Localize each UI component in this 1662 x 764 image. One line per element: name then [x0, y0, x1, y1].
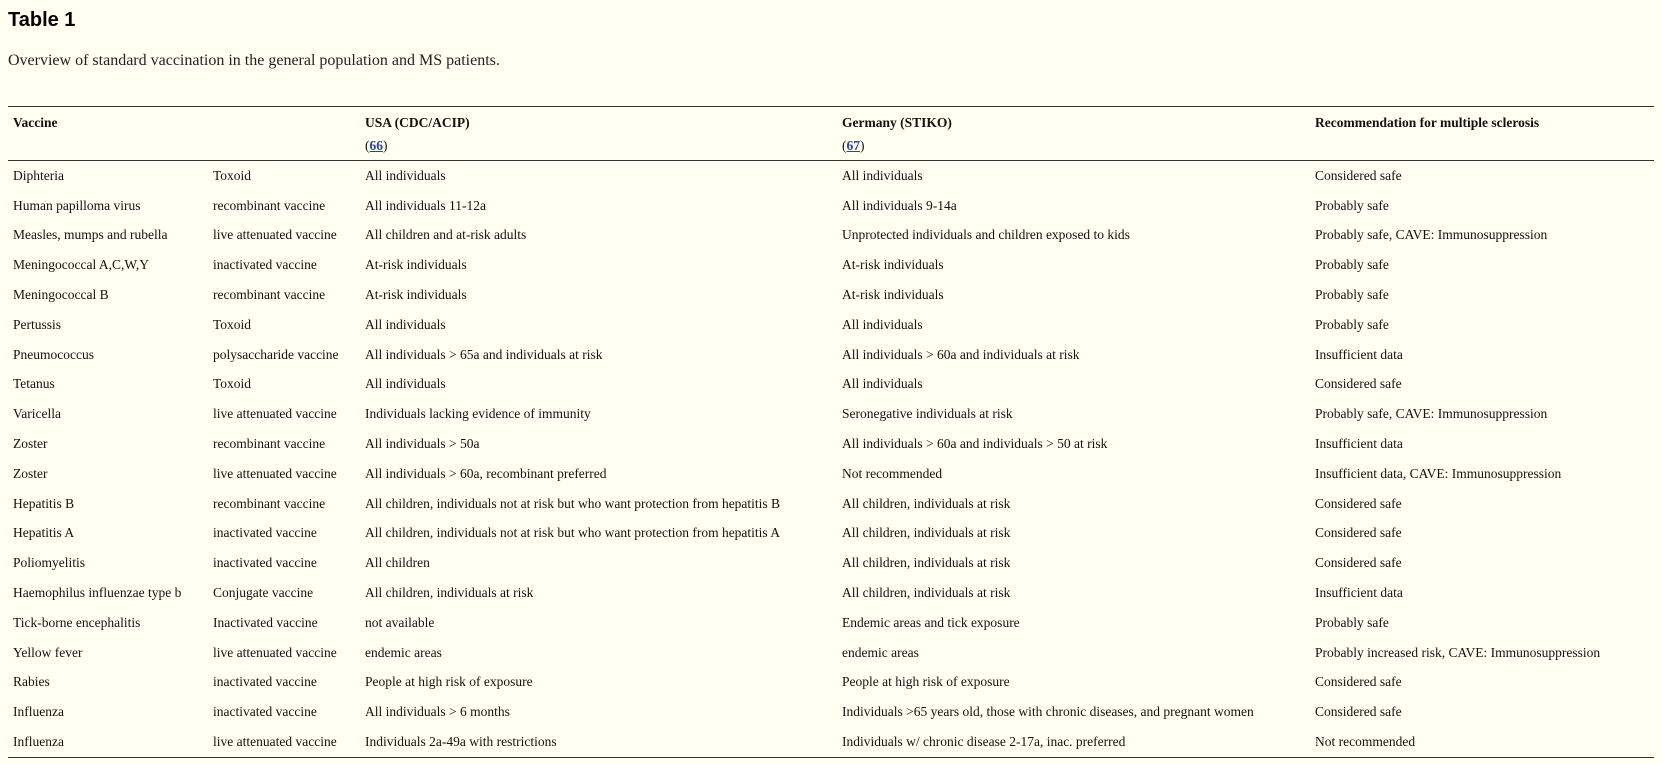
germany-recommendation-cell: endemic areas — [842, 644, 919, 660]
table-row — [8, 548, 1654, 578]
ms-recommendation-cell: Insufficient data, CAVE: Immunosuppression — [1315, 465, 1562, 481]
header-ms-recommendation — [1310, 107, 1654, 161]
vaccine-name-cell: Diphteria — [13, 167, 64, 183]
header-vaccine-label: Vaccine — [13, 115, 58, 130]
header-germany — [837, 107, 1310, 161]
ms-recommendation-cell: Insufficient data — [1315, 436, 1403, 452]
vaccine-type-cell: inactivated vaccine — [213, 674, 317, 690]
usa-recommendation-cell: Individuals lacking evidence of immunity — [365, 406, 591, 422]
vaccine-name-cell: Yellow fever — [13, 644, 83, 660]
vaccine-name-cell: Poliomyelitis — [13, 555, 86, 571]
vaccine-type-cell: Inactivated vaccine — [213, 614, 318, 630]
ms-recommendation-cell: Probably safe — [1315, 316, 1389, 332]
germany-recommendation-cell: Endemic areas and tick exposure — [842, 614, 1020, 630]
germany-recommendation-cell: All children, individuals at risk — [842, 555, 1011, 571]
vaccine-type-cell: recombinant vaccine — [213, 197, 326, 213]
vaccine-type-cell: Toxoid — [213, 316, 252, 332]
vaccine-type-cell: inactivated vaccine — [213, 704, 317, 720]
ms-recommendation-cell: Not recommended — [1315, 734, 1416, 750]
usa-recommendation-cell: All children and at-risk adults — [365, 227, 527, 243]
table-row — [8, 340, 1654, 370]
germany-recommendation-cell: All individuals > 60a and individuals at risk — [842, 346, 1080, 362]
header-usa — [360, 107, 837, 161]
usa-recommendation-cell: All children, individuals at risk — [365, 585, 534, 601]
ms-recommendation-cell: Considered safe — [1315, 495, 1402, 511]
usa-recommendation-cell: All children, individuals not at risk but who want protection from hepatitis A — [365, 525, 781, 541]
vaccine-type-cell: Toxoid — [213, 376, 252, 392]
vaccine-name-cell: Zoster — [13, 436, 48, 452]
table-row — [8, 578, 1654, 608]
vaccine-type-cell: live attenuated vaccine — [213, 734, 337, 750]
vaccine-type-cell: live attenuated vaccine — [213, 465, 337, 481]
ms-recommendation-cell: Considered safe — [1315, 555, 1402, 571]
vaccine-type-cell: polysaccharide vaccine — [213, 346, 339, 362]
table-row — [8, 221, 1654, 251]
germany-recommendation-cell: Unprotected individuals and children exposed to kids — [842, 227, 1130, 243]
header-usa-label: USA (CDC/ACIP) — [365, 115, 470, 130]
ref-open-paren: ( — [365, 138, 370, 153]
usa-recommendation-cell: All individuals > 65a and individuals at risk — [365, 346, 603, 362]
germany-recommendation-cell: People at high risk of exposure — [842, 674, 1010, 690]
ref-open-paren: ( — [842, 138, 847, 153]
vaccine-type-cell: recombinant vaccine — [213, 436, 326, 452]
germany-recommendation-cell: Seronegative individuals at risk — [842, 406, 1013, 422]
table-row — [8, 727, 1654, 757]
germany-recommendation-cell: All individuals > 60a and individuals > 50 at risk — [842, 436, 1108, 452]
table-row — [8, 668, 1654, 698]
ms-recommendation-cell: Probably safe — [1315, 197, 1389, 213]
germany-recommendation-cell: All children, individuals at risk — [842, 585, 1011, 601]
vaccine-type-cell: recombinant vaccine — [213, 287, 326, 303]
vaccine-name-cell: Varicella — [13, 406, 61, 422]
vaccine-type-cell: live attenuated vaccine — [213, 406, 337, 422]
table-row — [8, 399, 1654, 429]
ms-recommendation-cell: Probably safe — [1315, 287, 1389, 303]
germany-recommendation-cell: At-risk individuals — [842, 257, 944, 273]
table-row — [8, 459, 1654, 489]
usa-recommendation-cell: All individuals 11-12a — [365, 197, 486, 213]
vaccine-name-cell: Hepatitis B — [13, 495, 75, 511]
header-row — [8, 107, 1654, 161]
ms-recommendation-cell: Insufficient data — [1315, 346, 1403, 362]
header-germany-ref — [842, 138, 1305, 154]
header-vaccine — [8, 107, 360, 161]
ms-recommendation-cell: Probably increased risk, CAVE: Immunosuppression — [1315, 644, 1601, 660]
vaccine-name-cell: Pertussis — [13, 316, 62, 332]
table-row — [8, 191, 1654, 221]
vaccine-type-cell: live attenuated vaccine — [213, 644, 337, 660]
table-caption: Overview of standard vaccination in the general population and MS patients. — [8, 52, 500, 69]
germany-recommendation-cell: All individuals — [842, 376, 923, 392]
vaccine-name-cell: Tick-borne encephalitis — [13, 614, 141, 630]
usa-recommendation-cell: All children, individuals not at risk but who want protection from hepatitis B — [365, 495, 781, 511]
ms-recommendation-cell: Considered safe — [1315, 704, 1402, 720]
germany-recommendation-cell: Not recommended — [842, 465, 943, 481]
vaccine-type-cell: recombinant vaccine — [213, 495, 326, 511]
vaccine-type-cell: live attenuated vaccine — [213, 227, 337, 243]
table-row — [8, 250, 1654, 280]
vaccine-type-cell: Toxoid — [213, 167, 252, 183]
germany-recommendation-cell: All individuals 9-14a — [842, 197, 957, 213]
usa-recommendation-cell: All individuals — [365, 376, 446, 392]
germany-recommendation-cell: Individuals w/ chronic disease 2-17a, inac. preferred — [842, 734, 1126, 750]
table-row — [8, 310, 1654, 340]
ms-recommendation-cell: Insufficient data — [1315, 585, 1403, 601]
germany-recommendation-cell: All children, individuals at risk — [842, 525, 1011, 541]
table-body — [8, 161, 1654, 758]
germany-recommendation-cell: All children, individuals at risk — [842, 495, 1011, 511]
vaccine-name-cell: Influenza — [13, 734, 64, 750]
germany-recommendation-cell: At-risk individuals — [842, 287, 944, 303]
header-ms-label: Recommendation for multiple sclerosis — [1315, 115, 1540, 130]
ms-recommendation-cell: Probably safe — [1315, 614, 1389, 630]
ref-close-paren: ) — [383, 138, 388, 153]
vaccine-name-cell: Meningococcal A,C,W,Y — [13, 257, 149, 273]
ms-recommendation-cell: Considered safe — [1315, 674, 1402, 690]
table-row — [8, 519, 1654, 549]
reference-link-66[interactable]: 66 — [369, 138, 383, 153]
usa-recommendation-cell: People at high risk of exposure — [365, 674, 533, 690]
vaccine-name-cell: Rabies — [13, 674, 50, 690]
germany-recommendation-cell: Individuals >65 years old, those with chronic diseases, and pregnant women — [842, 704, 1254, 720]
table-title: Table 1 — [8, 9, 76, 31]
table-row — [8, 161, 1654, 191]
header-germany-label: Germany (STIKO) — [842, 115, 952, 130]
vaccine-type-cell: inactivated vaccine — [213, 525, 317, 541]
ms-recommendation-cell: Considered safe — [1315, 525, 1402, 541]
ms-recommendation-cell: Considered safe — [1315, 167, 1402, 183]
vaccine-type-cell: inactivated vaccine — [213, 257, 317, 273]
usa-recommendation-cell: Individuals 2a-49a with restrictions — [365, 734, 557, 750]
vaccination-table — [8, 106, 1654, 758]
vaccine-type-cell: inactivated vaccine — [213, 555, 317, 571]
usa-recommendation-cell: At-risk individuals — [365, 287, 467, 303]
vaccine-name-cell: Hepatitis A — [13, 525, 75, 541]
vaccine-name-cell: Zoster — [13, 465, 48, 481]
table-row — [8, 280, 1654, 310]
ms-recommendation-cell: Probably safe, CAVE: Immunosuppression — [1315, 227, 1548, 243]
table-row — [8, 370, 1654, 400]
germany-recommendation-cell: All individuals — [842, 167, 923, 183]
vaccine-type-cell: Conjugate vaccine — [213, 585, 314, 601]
vaccine-name-cell: Measles, mumps and rubella — [13, 227, 168, 243]
table-row — [8, 429, 1654, 459]
vaccine-name-cell: Influenza — [13, 704, 64, 720]
usa-recommendation-cell: All children — [365, 555, 430, 571]
ms-recommendation-cell: Probably safe, CAVE: Immunosuppression — [1315, 406, 1548, 422]
table-row — [8, 638, 1654, 668]
usa-recommendation-cell: not available — [365, 614, 435, 630]
table-row — [8, 608, 1654, 638]
header-usa-ref — [365, 138, 832, 154]
usa-recommendation-cell: All individuals — [365, 316, 446, 332]
vaccine-name-cell: Meningococcal B — [13, 287, 109, 303]
table-container — [8, 106, 1654, 758]
germany-recommendation-cell: All individuals — [842, 316, 923, 332]
ms-recommendation-cell: Probably safe — [1315, 257, 1389, 273]
usa-recommendation-cell: All individuals — [365, 167, 446, 183]
vaccine-name-cell: Pneumococcus — [13, 346, 94, 362]
usa-recommendation-cell: endemic areas — [365, 644, 442, 660]
ms-recommendation-cell: Considered safe — [1315, 376, 1402, 392]
usa-recommendation-cell: All individuals > 50a — [365, 436, 480, 452]
reference-link-67[interactable]: 67 — [846, 138, 860, 153]
table-row — [8, 489, 1654, 519]
ref-close-paren: ) — [860, 138, 865, 153]
vaccine-name-cell: Haemophilus influenzae type b — [13, 585, 182, 601]
usa-recommendation-cell: All individuals > 6 months — [365, 704, 510, 720]
usa-recommendation-cell: At-risk individuals — [365, 257, 467, 273]
table-header — [8, 107, 1654, 161]
vaccine-name-cell: Human papilloma virus — [13, 197, 141, 213]
table-row — [8, 697, 1654, 727]
usa-recommendation-cell: All individuals > 60a, recombinant preferred — [365, 465, 607, 481]
vaccine-name-cell: Tetanus — [13, 376, 55, 392]
